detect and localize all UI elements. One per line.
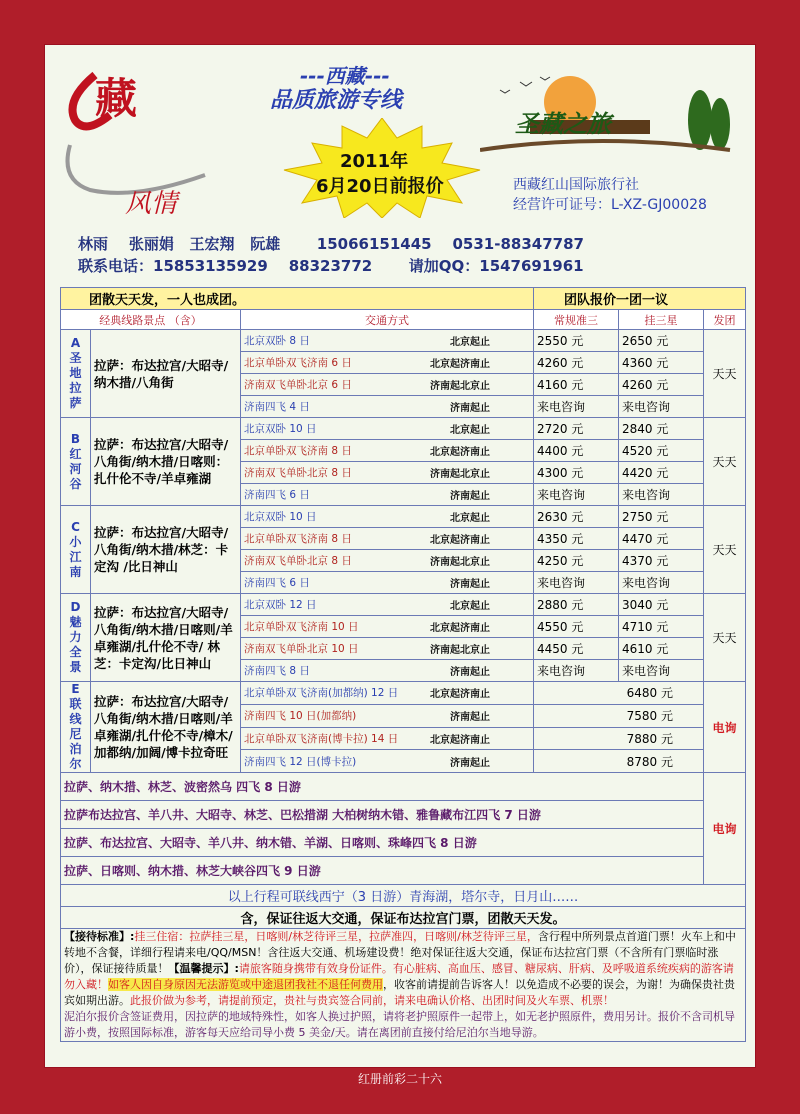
transport-route: 北京起济南止 <box>430 734 490 746</box>
route-code: E 联 线 尼 泊 尔 <box>61 682 91 773</box>
transport-cell <box>241 550 534 572</box>
departure-cell: 天天 <box>704 330 746 418</box>
price-three-star: 4360 元 <box>619 352 704 374</box>
note-tips-red: 请旅客随身携带有效身份证件。有心脏病、高血压、感冒、糖尿病、肝病、及呼吸道系统疾病的游客请勿入藏！ <box>64 962 734 991</box>
price-three-star: 4260 元 <box>619 374 704 396</box>
logo-word: 藏 <box>95 74 138 123</box>
transport-cell <box>241 330 534 352</box>
route-code: A 圣 地 拉 萨 <box>61 330 91 418</box>
slogan: 圣藏之旅 <box>515 110 611 138</box>
route-row <box>61 330 746 352</box>
route-sights: 拉萨：布达拉宫/大昭寺/纳木措/八角街 <box>91 330 241 418</box>
contact-block <box>44 233 756 283</box>
license-number: 经营许可证号：L-XZ-GJ00028 <box>513 197 707 213</box>
notes-block <box>61 929 746 1042</box>
banner-date: 6月20日前报价 <box>316 176 444 197</box>
price-three-star: 来电咨询 <box>619 572 704 594</box>
route-code: B 红 河 谷 <box>61 418 91 506</box>
header-three-star: 挂三星 <box>619 310 704 330</box>
transport-mode: 北京双卧 12 日 <box>244 599 317 611</box>
price-standard: 来电咨询 <box>534 572 619 594</box>
extra-tour: 拉萨、日喀则、纳木措、林芝大峡谷四飞 9 日游 <box>61 857 704 885</box>
transport-route: 北京起止 <box>450 513 490 524</box>
price-standard: 2880 元 <box>534 594 619 616</box>
price-standard: 来电咨询 <box>534 484 619 506</box>
transport-route: 北京起济南止 <box>430 535 490 546</box>
departure-cell: 天天 <box>704 418 746 506</box>
transport-route: 济南起止 <box>450 667 490 678</box>
transport-cell <box>241 594 534 616</box>
transport-mode: 济南双飞单卧北京 10 日 <box>244 643 359 655</box>
route-code: C 小 江 南 <box>61 506 91 594</box>
transport-mode: 北京单卧双飞济南(博卡拉) 14 日 <box>244 732 399 745</box>
price-standard: 4300 元 <box>534 462 619 484</box>
transport-route: 济南起北京止 <box>430 645 490 656</box>
transport-route: 北京起济南止 <box>430 359 490 370</box>
transport-cell <box>241 682 534 705</box>
page-subtitle: ---西藏--- <box>300 64 390 88</box>
transport-cell <box>241 418 534 440</box>
page-footer: 红册前彩二十六 <box>357 1072 442 1086</box>
route-sights: 拉萨：布达拉宫/大昭寺/八角街/纳木措/日喀则：扎什伦不寺/羊卓雍湖 <box>91 418 241 506</box>
price-three-star: 4420 元 <box>619 462 704 484</box>
transport-mode: 北京单卧双飞济南 6 日 <box>244 357 352 369</box>
price-three-star: 2840 元 <box>619 418 704 440</box>
contact-line-1: 林雨 张丽娟 王宏翔 阮雄 15066151445 0531-88347787 <box>78 235 584 253</box>
departure-cell: 电询 <box>704 682 746 773</box>
transport-cell <box>241 704 534 727</box>
transport-cell <box>241 506 534 528</box>
transport-route: 济南起止 <box>450 491 490 502</box>
transport-mode: 济南四飞 6 日 <box>244 577 310 589</box>
contact-line-2: 联系电话：15853135929 88323772 请加QQ：1547691961 <box>78 257 584 275</box>
transport-mode: 济南双飞单卧北京 6 日 <box>244 379 352 391</box>
route-sights: 拉萨：布达拉宫/大昭寺/八角街/纳木措/日喀则/羊卓雍湖/扎什伦不寺/樟木/加都纳/加阔/博卡拉奇旺 <box>91 682 241 773</box>
transport-mode: 济南四飞 8 日 <box>244 665 310 677</box>
transport-cell <box>241 572 534 594</box>
transport-mode: 北京双卧 10 日 <box>244 511 317 523</box>
transport-cell <box>241 396 534 418</box>
extra-tour-row <box>61 801 746 829</box>
price-standard: 4250 元 <box>534 550 619 572</box>
price-combined: 7880 元 <box>534 727 704 750</box>
price-three-star: 4710 元 <box>619 616 704 638</box>
price-standard: 4160 元 <box>534 374 619 396</box>
transport-route: 北京起止 <box>450 425 490 436</box>
transport-cell <box>241 616 534 638</box>
price-standard: 4400 元 <box>534 440 619 462</box>
price-standard: 2720 元 <box>534 418 619 440</box>
price-three-star: 4370 元 <box>619 550 704 572</box>
transport-route: 济南起北京止 <box>430 381 490 392</box>
note-label-tips: 【温馨提示】: <box>168 962 239 975</box>
transport-mode: 济南双飞单卧北京 8 日 <box>244 467 352 479</box>
extra-tour: 拉萨、布达拉宫、大昭寺、羊八井、纳木错、羊湖、日喀则、珠峰四飞 8 日游 <box>61 829 704 857</box>
transport-route: 济南起止 <box>450 403 490 414</box>
transport-cell <box>241 660 534 682</box>
route-row <box>61 682 746 705</box>
transport-route: 北京起济南止 <box>430 447 490 458</box>
price-three-star: 来电咨询 <box>619 484 704 506</box>
transport-route: 济南起止 <box>450 712 490 724</box>
departure-cell: 天天 <box>704 506 746 594</box>
header-sights: 经典线路景点 （含） <box>61 310 241 330</box>
banner-right: 团队报价一团一议 <box>534 288 746 310</box>
header-transport: 交通方式 <box>241 310 534 330</box>
note-tips-highlight: 如客人因自身原因无法游览或中途退团我社不退任何费用 <box>108 978 383 991</box>
route-code: D 魅 力 全 景 <box>61 594 91 682</box>
extra-tour: 拉萨、纳木措、林芝、波密然乌 四飞 8 日游 <box>61 773 704 801</box>
transport-mode: 北京单卧双飞济南 10 日 <box>244 621 359 633</box>
price-standard: 4550 元 <box>534 616 619 638</box>
header-standard: 常规准三 <box>534 310 619 330</box>
transport-mode: 北京双卧 8 日 <box>244 335 310 347</box>
transport-mode: 北京双卧 10 日 <box>244 423 317 435</box>
price-standard: 4260 元 <box>534 352 619 374</box>
extras-departure: 电询 <box>704 773 746 885</box>
price-standard: 来电咨询 <box>534 660 619 682</box>
price-standard: 4450 元 <box>534 638 619 660</box>
extra-tour-row <box>61 829 746 857</box>
price-three-star: 2650 元 <box>619 330 704 352</box>
price-three-star: 3040 元 <box>619 594 704 616</box>
transport-mode: 北京单卧双飞济南(加都纳) 12 日 <box>244 687 399 700</box>
price-three-star: 来电咨询 <box>619 396 704 418</box>
price-combined: 8780 元 <box>534 750 704 773</box>
transport-cell <box>241 528 534 550</box>
price-standard: 来电咨询 <box>534 396 619 418</box>
departure-cell: 天天 <box>704 594 746 682</box>
price-standard: 2550 元 <box>534 330 619 352</box>
transport-mode: 济南四飞 12 日(博卡拉) <box>244 755 357 768</box>
include-note: 含，保证往返大交通，保证布达拉宫门票，团散天天发。 <box>61 907 746 929</box>
price-three-star: 4470 元 <box>619 528 704 550</box>
price-three-star: 4520 元 <box>619 440 704 462</box>
note-label-reception: 【接待标准】: <box>64 930 135 943</box>
transport-route: 北京起止 <box>450 337 490 348</box>
transport-cell <box>241 638 534 660</box>
extra-tour: 拉萨布达拉宫、羊八井、大昭寺、林芝、巴松措湖 大柏树纳木错、雅鲁藏布江四飞 7 日游 <box>61 801 704 829</box>
transport-route: 济南起北京止 <box>430 557 490 568</box>
note-tips: ，收客前请提前告诉客人！以免造成不必要的误会，为谢！为确保贵社贵宾如期出游。 <box>64 978 735 1007</box>
banner-left: 团散天天发，一人也成团。 <box>61 288 534 310</box>
price-three-star: 4610 元 <box>619 638 704 660</box>
price-table <box>60 287 746 1042</box>
page-title: 品质旅游专线 <box>270 88 403 113</box>
route-row <box>61 594 746 616</box>
transport-route: 济南起止 <box>450 757 490 769</box>
header-departure: 发团 <box>704 310 746 330</box>
price-combined: 7580 元 <box>534 704 704 727</box>
route-row <box>61 418 746 440</box>
extra-tour-row <box>61 857 746 885</box>
price-three-star: 来电咨询 <box>619 660 704 682</box>
transport-cell <box>241 440 534 462</box>
price-combined: 6480 元 <box>534 682 704 705</box>
transport-cell <box>241 374 534 396</box>
price-standard: 2630 元 <box>534 506 619 528</box>
route-sights: 拉萨：布达拉宫/大昭寺/八角街/纳木措/林芝：卡定沟 /比日神山 <box>91 506 241 594</box>
transport-mode: 济南四飞 10 日(加都纳) <box>244 710 357 723</box>
transport-cell <box>241 352 534 374</box>
note-nepal: 泥泊尔报价含签证费用，因拉萨的地域特殊性，如客人换过护照，请将老护照原件一起带上，如无老护照原件，费用另计。报价不含司机导游小费，按照国际标准，游客每天应给司导小费 5 美金/天。请在离团前直接付给尼泊尔当地导游。 <box>64 1010 735 1039</box>
transport-mode: 北京单卧双飞济南 8 日 <box>244 533 352 545</box>
transport-route: 北京起济南止 <box>430 689 490 701</box>
note-reception: 含行程中所列景点首道门票！火车上和中转地不含餐，详细行程请来电/QQ/MSN！含往返大交通、机场建设费！绝对保证往返大交通，保证布达拉宫门票（不含所有门票临时涨价），保证接待质量！ <box>64 930 736 975</box>
note-reception-red: 挂三住宿：拉萨挂三星，日喀则/林芝待评三星，拉萨准四，日喀则/林芝待评三星， <box>134 930 538 943</box>
route-sights: 拉萨：布达拉宫/大昭寺/八角街/纳木措/日喀则/羊卓雍湖/扎什伦不寺/ 林芝：卡定沟/比日神山 <box>91 594 241 682</box>
note-tips-red-2: 此报价做为参考，请提前预定，贵社与贵宾签合同前，请来电确认价格、出团时间及火车票、机票！ <box>130 994 614 1007</box>
banner-year: 2011年 <box>340 151 409 172</box>
price-three-star: 2750 元 <box>619 506 704 528</box>
transport-mode: 济南四飞 6 日 <box>244 489 310 501</box>
transport-cell <box>241 750 534 773</box>
transport-route: 济南起北京止 <box>430 469 490 480</box>
logo-subtitle: 风情 <box>125 189 178 219</box>
transport-route: 济南起止 <box>450 579 490 590</box>
price-standard: 4350 元 <box>534 528 619 550</box>
extra-tour-row <box>61 773 746 801</box>
transport-cell <box>241 462 534 484</box>
transport-route: 北京起济南止 <box>430 623 490 634</box>
transport-mode: 北京单卧双飞济南 8 日 <box>244 445 352 457</box>
transport-mode: 济南双飞单卧北京 8 日 <box>244 555 352 567</box>
transport-cell <box>241 484 534 506</box>
route-row <box>61 506 746 528</box>
transport-route: 北京起止 <box>450 601 490 612</box>
transport-cell <box>241 727 534 750</box>
agency-name: 西藏红山国际旅行社 <box>513 177 639 193</box>
transport-mode: 济南四飞 4 日 <box>244 401 310 413</box>
link-note: 以上行程可联线西宁（3 日游）青海湖，塔尔寺，日月山…… <box>61 885 746 907</box>
